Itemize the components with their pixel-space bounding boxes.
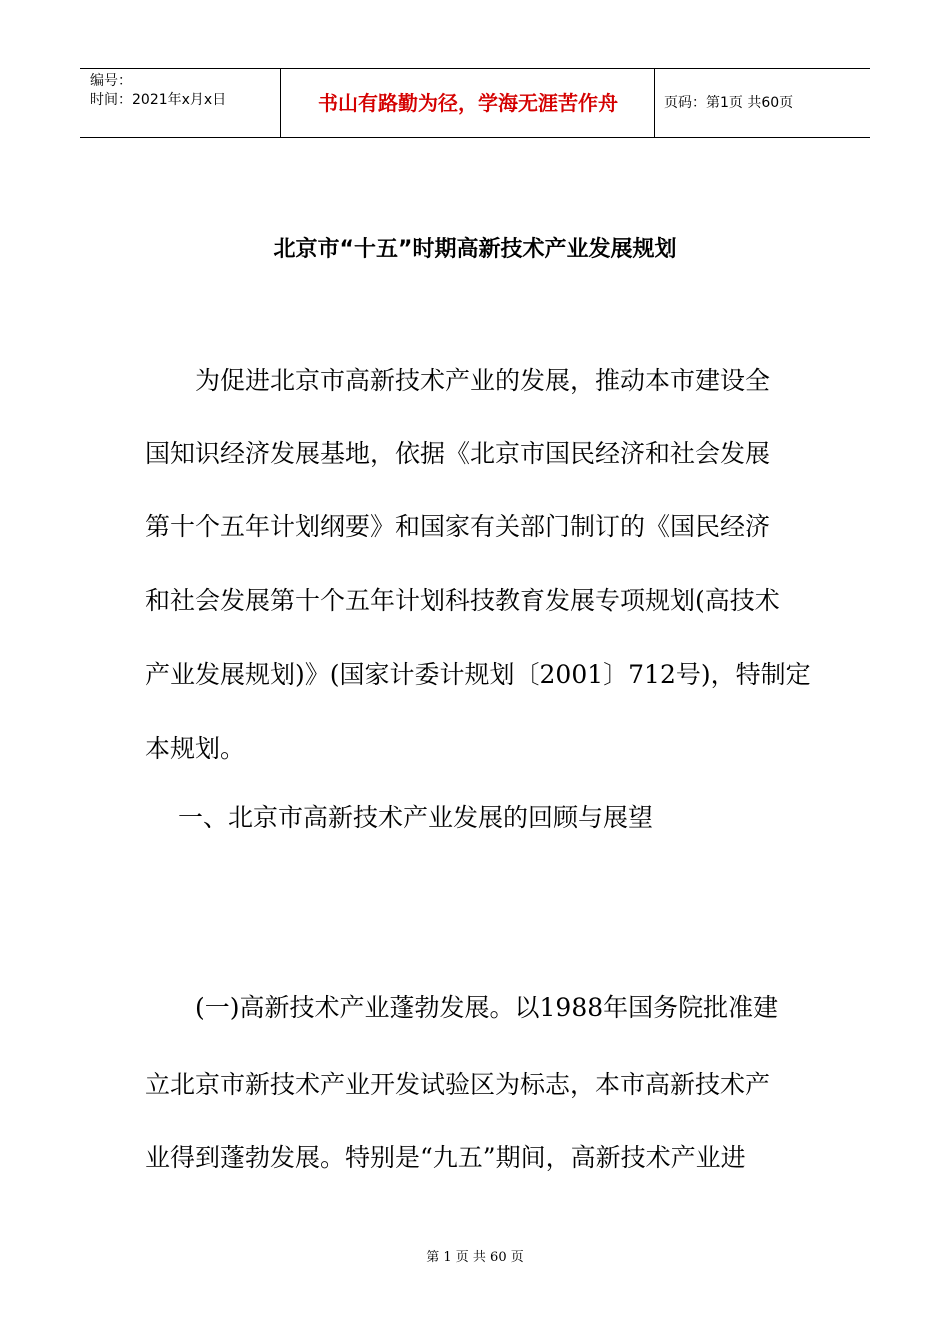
paragraph-line: 立北京市新技术产业开发试验区为标志，本市高新技术产 xyxy=(145,1070,771,1099)
paragraph-line: 本规划。 xyxy=(145,734,246,763)
section-heading: 一、北京市高新技术产业发展的回顾与展望 xyxy=(178,803,654,832)
document-date-label: 时间：2021年x月x日 xyxy=(90,92,227,108)
header-meta xyxy=(80,69,280,137)
paragraph-line: 为促进北京市高新技术产业的发展，推动本市建设全 xyxy=(195,366,771,395)
paragraph-line: 和社会发展第十个五年计划科技教育发展专项规划(高技术 xyxy=(145,586,780,615)
paragraph-line: 产业发展规划)》(国家计委计规划〔2001〕712号)，特制定 xyxy=(145,660,811,689)
header-divider-right xyxy=(654,69,655,137)
document-number-label: 编号： xyxy=(90,73,132,89)
header-motto: 书山有路勤为径，学海无涯苦作舟 xyxy=(318,91,618,115)
paragraph-line: (一)高新技术产业蓬勃发展。以1988年国务院批准建 xyxy=(195,993,779,1022)
paragraph-line: 业得到蓬勃发展。特别是“九五”期间，高新技术产业进 xyxy=(145,1143,746,1172)
header-page-info: 页码：第1页 共60页 xyxy=(664,95,794,111)
paragraph-line: 第十个五年计划纲要》和国家有关部门制订的《国民经济 xyxy=(145,512,771,541)
document-header xyxy=(80,68,870,138)
header-divider-left xyxy=(280,69,281,137)
document-title: 北京市“十五”时期高新技术产业发展规划 xyxy=(273,237,677,262)
paragraph-line: 国知识经济发展基地，依据《北京市国民经济和社会发展 xyxy=(145,439,771,468)
page-footer: 第 1 页 共 60 页 xyxy=(426,1250,524,1265)
